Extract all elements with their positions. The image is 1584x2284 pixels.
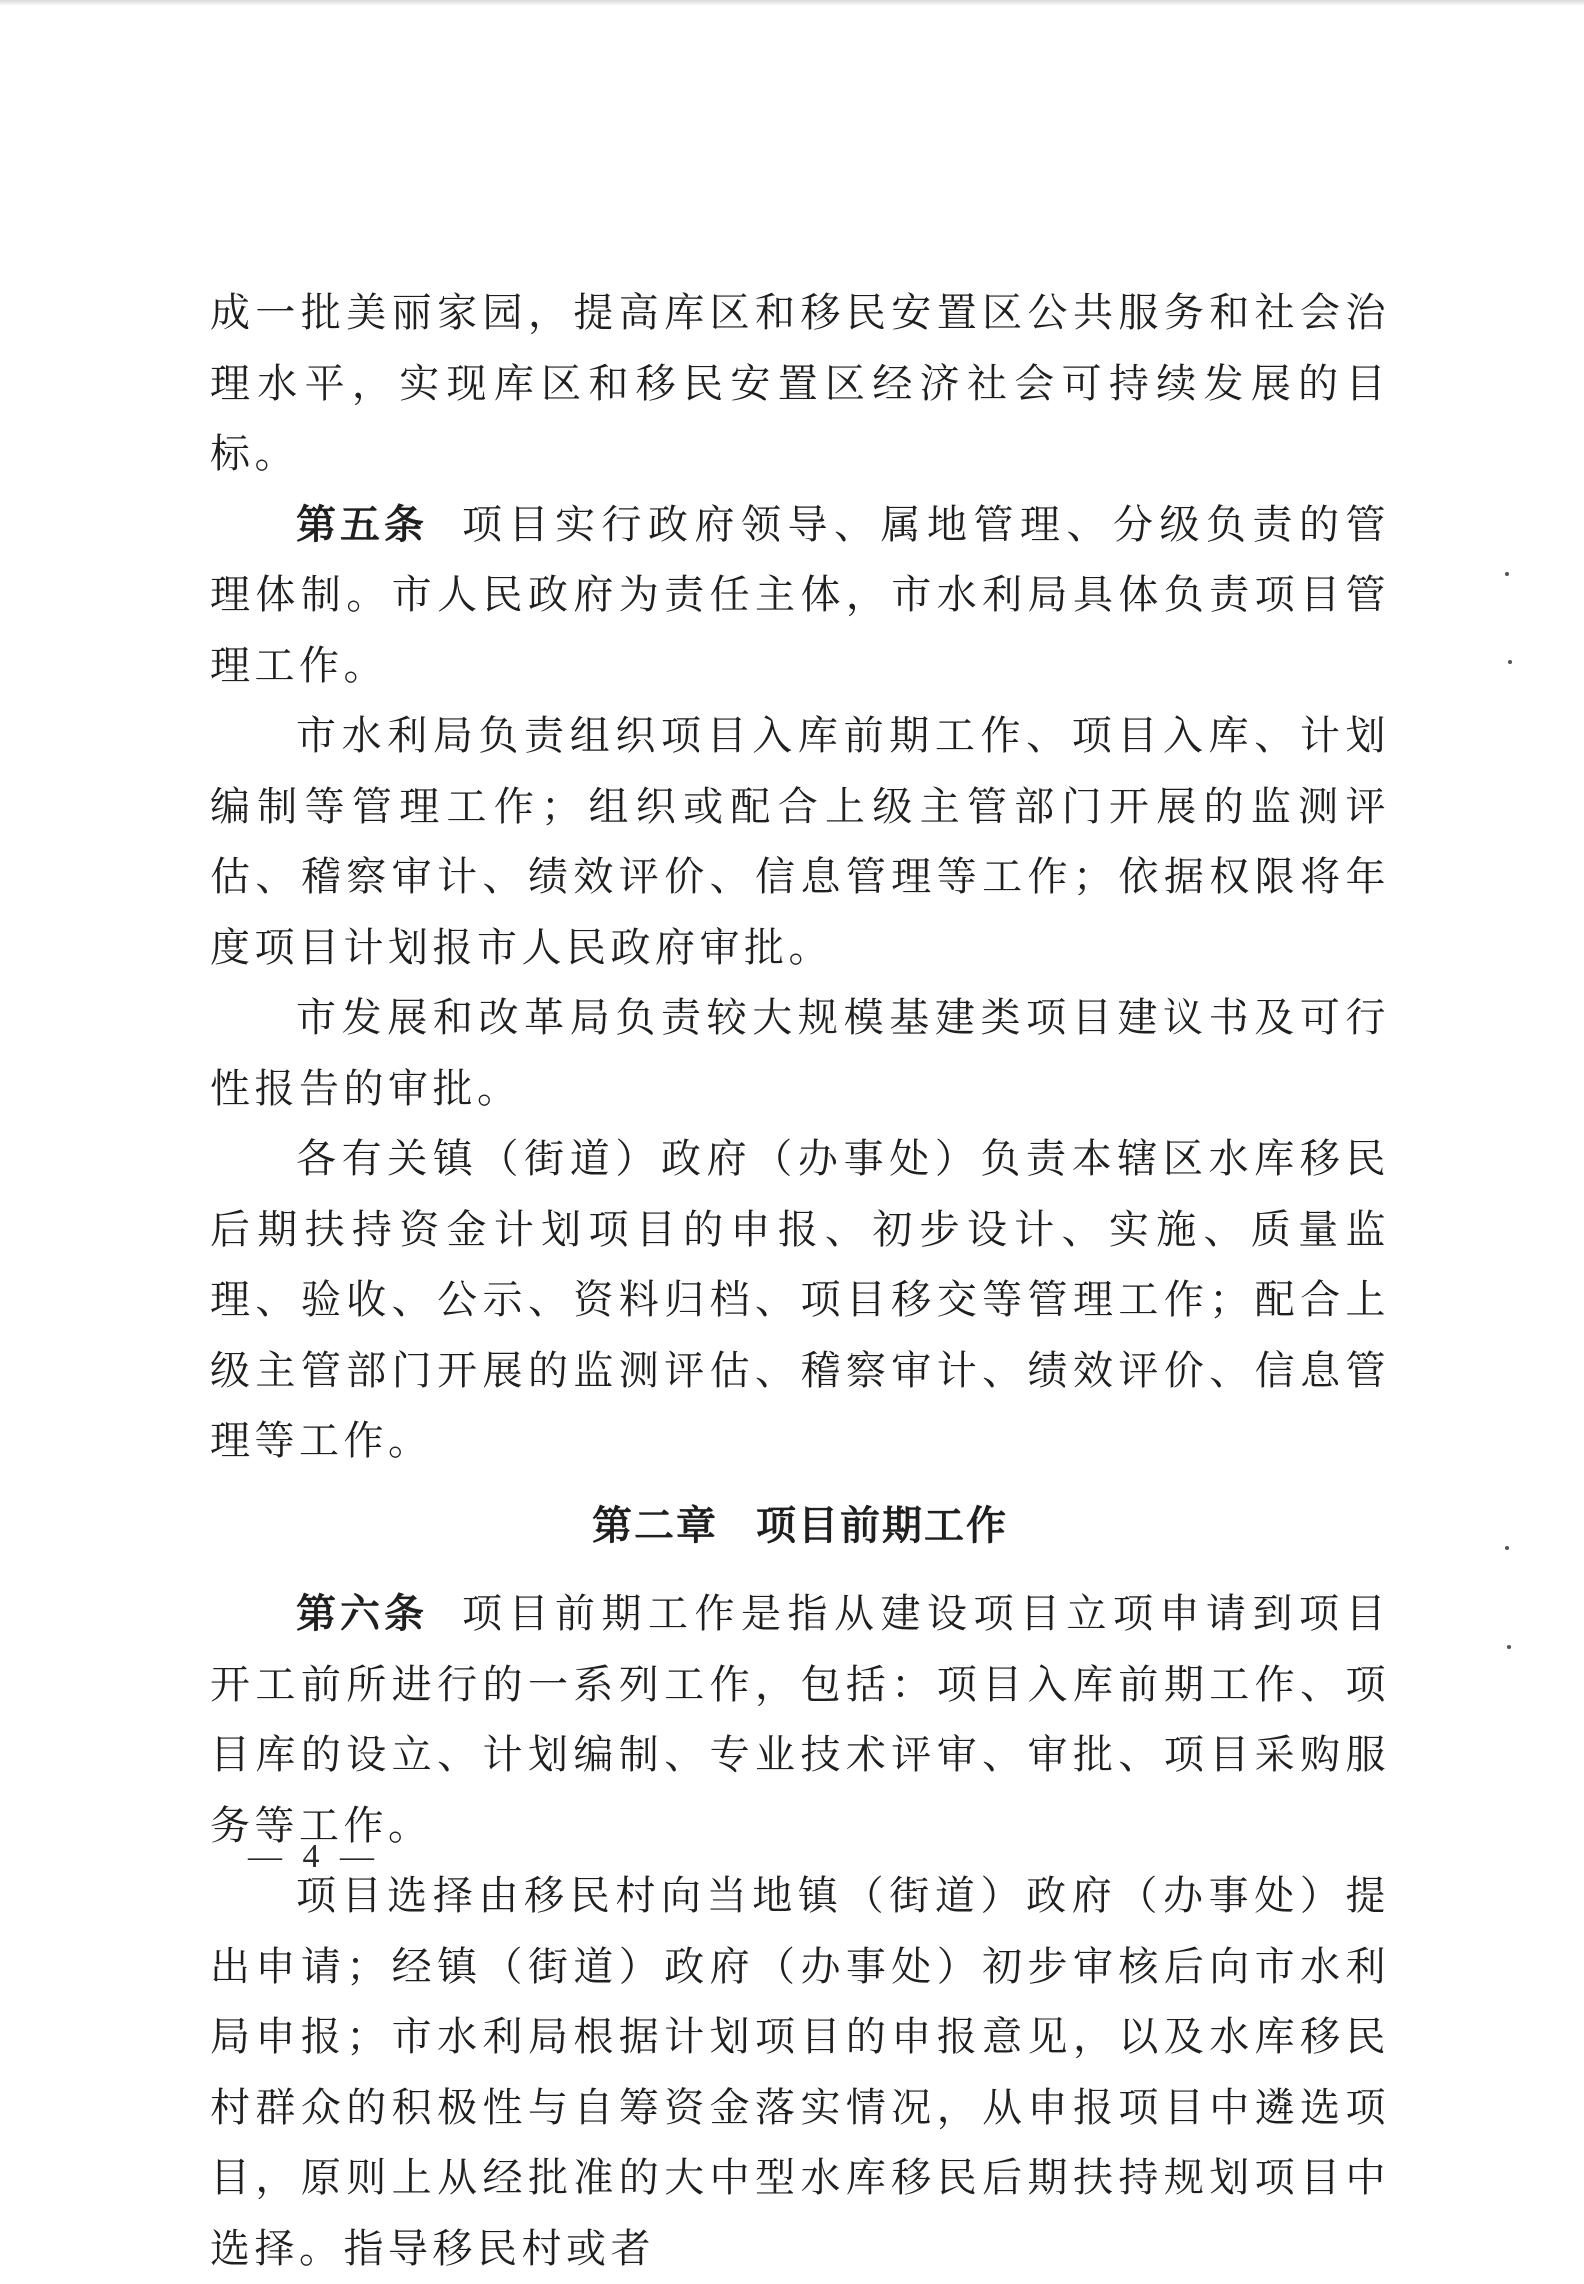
paragraph-continuation: 成一批美丽家园，提高库区和移民安置区公共服务和社会治理水平，实现库区和移民安置区经济社会可持续发展的目标。 — [210, 290, 1390, 477]
paragraph-water-bureau: 市水利局负责组织项目入库前期工作、项目入库、计划编制等管理工作；组织或配合上级主管部门开展的监测评估、稽察审计、绩效评价、信息管理等工作；依据权限将年度项目计划报市人民政府审批。 — [210, 713, 1390, 971]
page-number: — 4 — — [248, 1838, 380, 1875]
scan-speck — [1505, 1546, 1509, 1550]
article-heading-5: 第五条 — [296, 501, 428, 548]
paragraph-town-governments: 各有关镇（街道）政府（办事处）负责本辖区水库移民后期扶持资金计划项目的申报、初步设计、实施、质量监理、验收、公示、资料归档、项目移交等管理工作；配合上级主管部门开展的监测评估、稽察审计、绩效评价、信息管理等工作。 — [210, 1136, 1390, 1464]
chapter-number: 第二章 — [592, 1502, 718, 1549]
paragraph-project-selection: 项目选择由移民村向当地镇（街道）政府（办事处）提出申请；经镇（街道）政府（办事处）初步审核后向市水利局申报；市水利局根据计划项目的申报意见，以及水库移民村群众的积极性与自筹资金落实情况，从申报项目中遴选项目，原则上从经批准的大中型水库移民后期扶持规划项目中选择。指导移民村或者 — [210, 1873, 1390, 2272]
document-page — [210, 278, 1390, 2284]
scan-speck — [1508, 660, 1512, 664]
scan-speck — [1507, 1645, 1511, 1649]
paragraph-development-bureau: 市发展和改革局负责较大规模基建类项目建议书及可行性报告的审批。 — [210, 995, 1390, 1112]
scan-speck — [1505, 572, 1509, 576]
paragraph-article-5 — [210, 490, 1390, 702]
chapter-title: 项目前期工作 — [756, 1502, 1008, 1549]
paragraph-article-6 — [210, 1579, 1390, 1861]
article-heading-6: 第六条 — [296, 1591, 428, 1637]
article-6-text: 项目前期工作是指从建设项目立项申请到项目开工前所进行的一系列工作，包括：项目入库前期工作、项目库的设立、计划编制、专业技术评审、审批、项目采购服务等工作。 — [210, 1591, 1390, 1849]
scan-edge — [0, 0, 1584, 6]
chapter-heading — [210, 1491, 1390, 1562]
article-5-text: 项目实行政府领导、属地管理、分级负责的管理体制。市人民政府为责任主体，市水利局具体负责项目管理工作。 — [210, 501, 1390, 689]
